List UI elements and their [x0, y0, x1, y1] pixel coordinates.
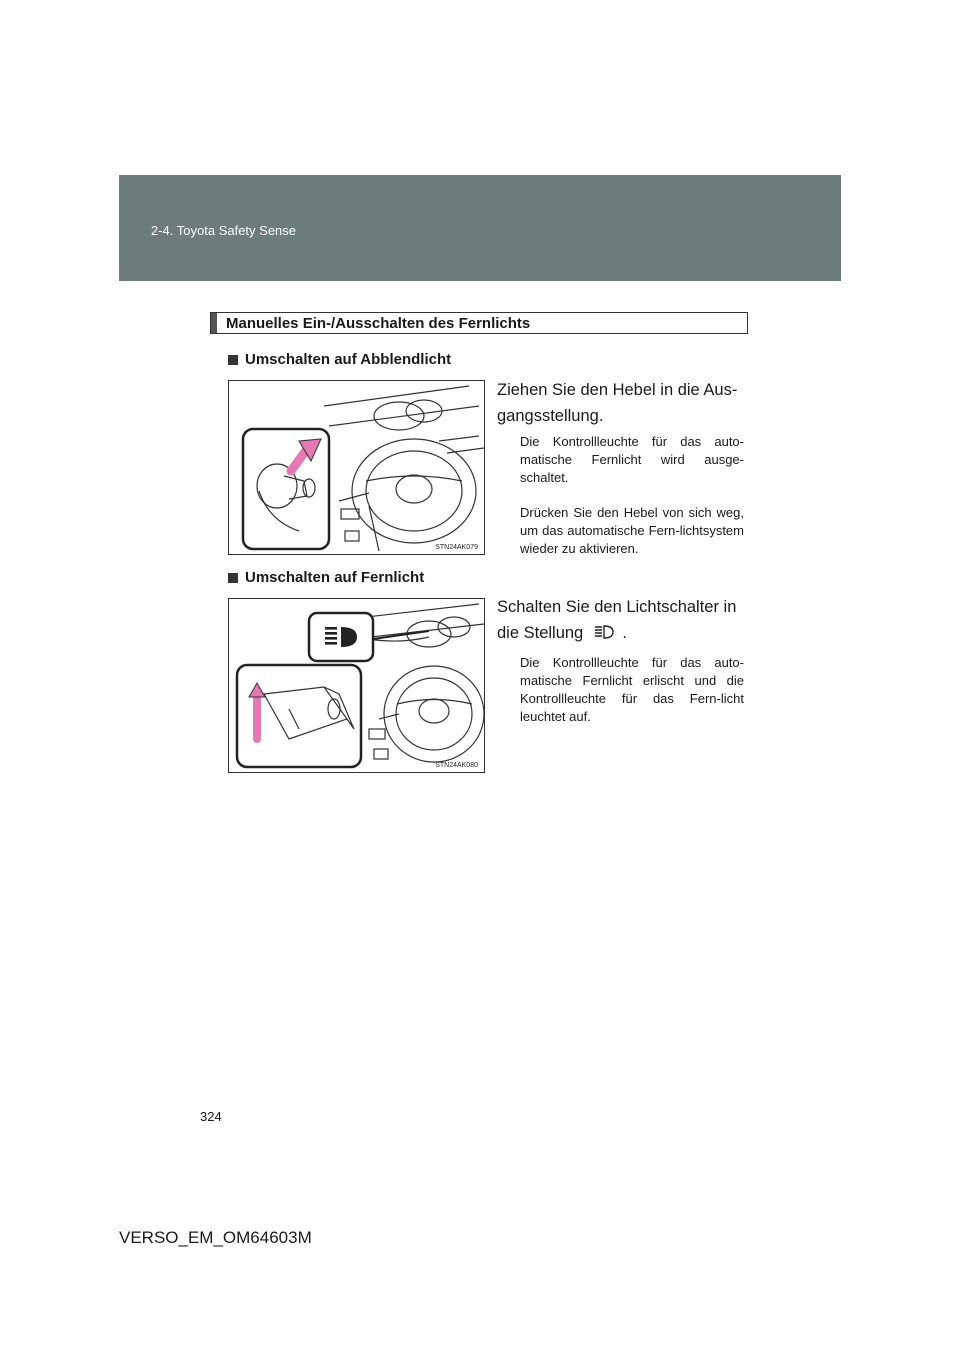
header-section-title: 2-4. Toyota Safety Sense [151, 223, 297, 238]
document-code: VERSO_EM_OM64603M [119, 1228, 312, 1247]
instruction-low-beam: Ziehen Sie den Hebel in die Aus-gangsstellung. [497, 381, 738, 425]
section-title-box [210, 312, 748, 334]
subheading-low-beam-label: Umschalten auf Abblendlicht [245, 351, 452, 368]
headlight-high-beam-icon [588, 624, 618, 640]
subheading-high-beam [228, 569, 424, 586]
subheading-high-beam-label: Umschalten auf Fernlicht [245, 569, 425, 586]
figure-code: STN24AK079 [435, 544, 478, 551]
instruction-high-beam [497, 594, 745, 646]
header-band [119, 175, 841, 281]
figure-light-switch-illustration [229, 599, 485, 773]
instruction-high-beam-end: . [622, 624, 628, 642]
section-title: Manuelles Ein-/Ausschalten des Fernlichts [226, 314, 531, 332]
figure-lever-pull-illustration [229, 381, 485, 555]
subheading-low-beam [228, 351, 451, 368]
bullet-square-icon [228, 573, 238, 583]
page-number: 324 [200, 1109, 222, 1124]
figure-light-switch [228, 598, 485, 773]
instruction-high-beam-text: Schalten Sie den Lichtschalter in die Stellung [497, 598, 737, 642]
bullet-square-icon [228, 355, 238, 365]
note-reactivate: Drücken Sie den Hebel von sich weg, um das automatische Fern-lichtsystem wieder zu aktivieren. [520, 505, 744, 556]
section-title-bar [211, 313, 217, 333]
note-indicator-high-beam: Die Kontrollleuchte für das auto-matische Fernlicht erlischt und die Kontrollleuchte für das Fern-licht leuchtet auf. [520, 655, 744, 724]
figure-code: STN24AK080 [435, 762, 478, 769]
figure-lever-pull [228, 380, 485, 555]
note-indicator-off: Die Kontrollleuchte für das auto-matische Fernlicht wird ausge-schaltet. [520, 434, 744, 485]
